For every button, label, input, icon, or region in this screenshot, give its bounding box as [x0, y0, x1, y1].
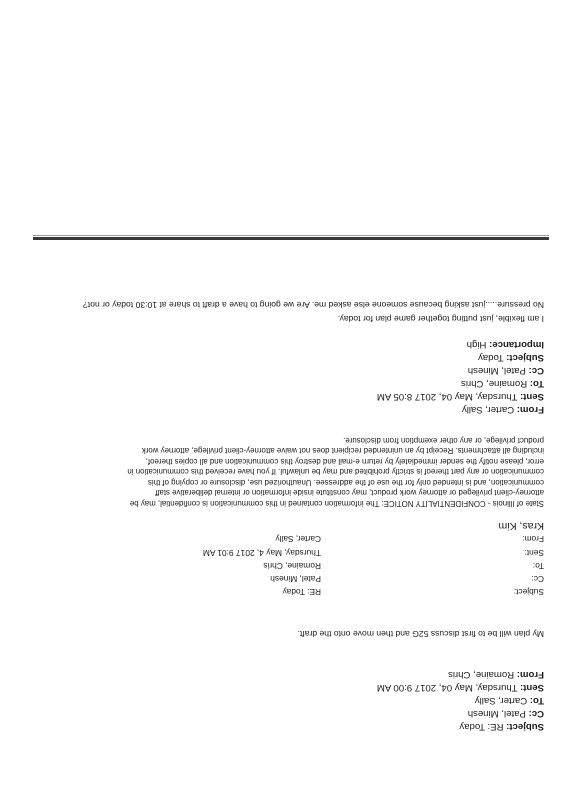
fwd-subject-value: RE: Today	[282, 587, 321, 597]
notice-line-6: including all attachments. Receipt by an unintended recipient does not waive attorney-client privilege, attorney work	[141, 446, 544, 456]
fwd-subject-label: Subject:	[513, 587, 544, 597]
fwd-cc-value: Patel, Minesh	[270, 574, 321, 584]
fwd-to-label: To:	[532, 561, 544, 571]
signature-name: Kras, Kim	[498, 520, 544, 532]
notice-line-2: attorney-client privileged or attorney work product, may constitute inside information or internal deliberative staff	[155, 488, 544, 498]
top-email-cc: Cc: Patel, Minesh	[467, 708, 544, 719]
notice-line-5: error, please notify the sender immediately by return e-mail and destroy this communication and all copies thereof,	[145, 457, 544, 466]
notice-line-4: communication or any part thereof is strictly prohibited and may be unlawful. If you have received this communication in	[127, 467, 544, 477]
horizontal-rule-thin	[33, 235, 549, 236]
footer-body-line-2: I am flexible, just putting together game plan for today.	[337, 314, 544, 324]
notice-line-3: communication, and is intended only for the use of the addressee. Unauthorized use, disclosure or copying of this	[147, 478, 544, 487]
fwd-from-label: From:	[522, 534, 544, 544]
reply-body: My plan will be to first discuss 52G and then move onto the draft.	[297, 629, 544, 639]
fwd-to-value: Romaine, Chris	[263, 561, 321, 571]
fwd-cc-label: Cc:	[531, 574, 544, 584]
horizontal-rule	[33, 237, 549, 240]
footer-to: To: Romaine, Chris	[461, 378, 544, 389]
footer-importance: Importance: High	[466, 339, 544, 350]
top-email-from: From: Romaine, Chris	[448, 669, 544, 680]
top-email-subject: Subject: RE: Today	[459, 721, 544, 732]
fwd-sent-label: Sent:	[524, 548, 544, 558]
notice-line-1: State of Illinois - CONFIDENTIALITY NOTICE: The information contained in this communication is confidential, may be	[129, 499, 544, 508]
fwd-from-value: Carter, Sally	[275, 534, 321, 544]
footer-sent: Sent: Thursday, May 04, 2017 8:05 AM	[376, 391, 544, 402]
top-email-to: To: Carter, Sally	[474, 695, 544, 706]
footer-body-line-1: No pressure.....just asking because someone else asked me. Are we going to have a draft to share at 10:30 today or not?	[83, 300, 544, 310]
top-email-sent: Sent: Thursday, May 04, 2017 9:00 AM	[376, 682, 544, 693]
footer-subject: Subject: Today	[478, 352, 544, 363]
footer-from: From: Carter, Sally	[461, 404, 544, 415]
fwd-sent-value: Thursday, May 4, 2017 9:01 AM	[202, 548, 321, 558]
notice-line-7: product privilege, or any other exemption from disclosure.	[343, 436, 544, 445]
footer-cc: Cc: Patel, Minesh	[467, 365, 544, 376]
